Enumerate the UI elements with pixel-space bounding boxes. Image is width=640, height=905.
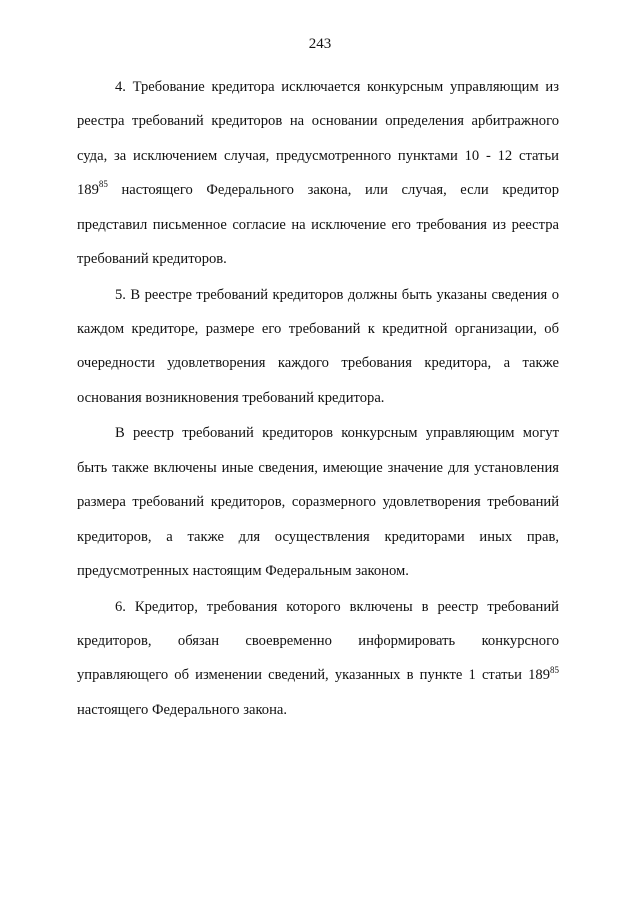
paragraph-text: 5. В реестре требований кредиторов должны быть указаны сведения о каждом кредиторе, размере его требований к кредитной организации, об очередности удовлетворения каждого требования кредитора, а также основания возникновения требований кредитора. [77, 286, 559, 406]
document-body [77, 70, 559, 728]
paragraph-6 [77, 590, 559, 728]
paragraph-text: В реестр требований кредиторов конкурсным управляющим могут быть также включены иные сведения, имеющие значение для установления размера требований кредиторов, соразмерного удовлетворения требований кредиторов, а также для осуществления кредиторами иных прав, предусмотренных настоящим Федеральным законом. [77, 425, 559, 580]
page-number: 243 [308, 36, 332, 52]
paragraph-text: 4. Требование кредитора исключается конкурсным управляющим из реестра требований кредиторов на основании определения арбитражного суда, за исключением случая, предусмотренного пунктами 10 - 12 статьи 189 [77, 79, 559, 199]
paragraph-5 [77, 278, 559, 416]
superscript: 85 [550, 664, 559, 675]
superscript: 85 [98, 179, 108, 190]
paragraph-text: 6. Кредитор, требования которого включены в реестр требований кредиторов, обязан своевременно информировать конкурсного управляющего об изменении сведений, указанных в пункте 1 статьи 189 [77, 598, 559, 684]
paragraph-text: настоящего Федерального закона. [77, 701, 288, 718]
paragraph-4 [77, 70, 559, 276]
paragraph-text: настоящего Федерального закона, или случая, если кредитор представил письменное согласие на исключение его требования из реестра требований кредиторов. [77, 182, 559, 268]
paragraph-5-continued [77, 416, 559, 588]
